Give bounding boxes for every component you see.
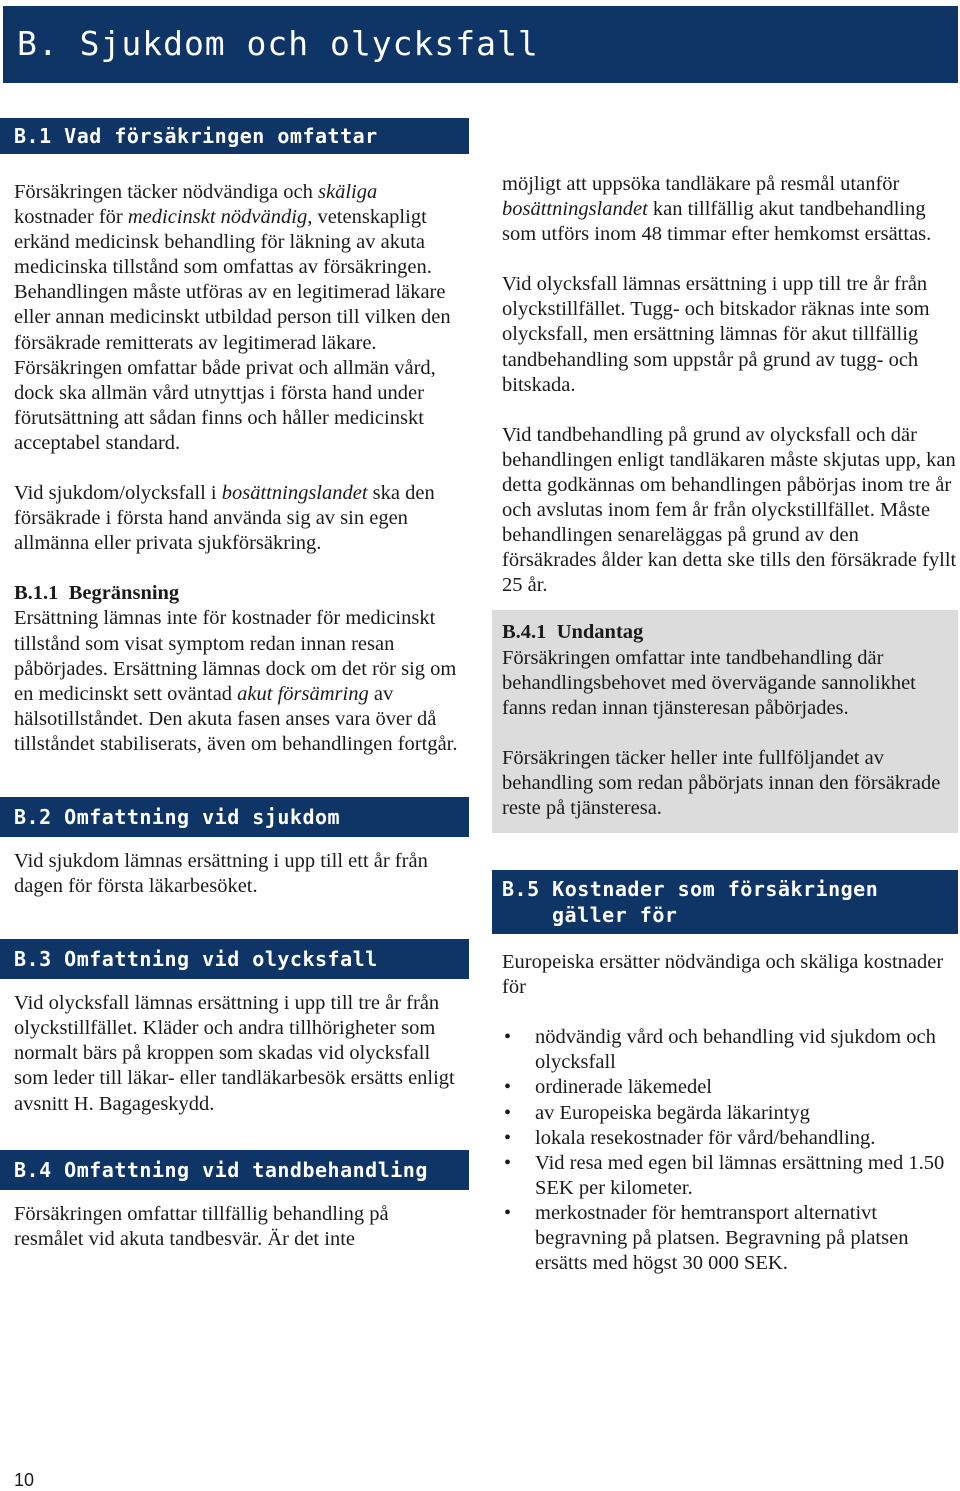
emphasis: bosättningslandet	[221, 482, 368, 505]
text: möjligt att uppsöka tandläkare på resmål utanför	[502, 173, 900, 195]
text: kostnader för	[14, 206, 128, 229]
list-item	[502, 1151, 958, 1201]
b1-paragraph-1	[14, 180, 462, 456]
heading-line: B.5 Kostnader som försäkringen	[502, 877, 879, 902]
bullet-icon: •	[504, 1076, 512, 1099]
bullet-icon: •	[504, 1201, 512, 1224]
list-item-text: merkostnader för hemtransport alternativt begravning på platsen. Begravning på platsen ersätts med högst 30 000 SEK.	[535, 1201, 909, 1275]
b4-paragraph-2: Vid olycksfall lämnas ersättning i upp till tre år från olyckstillfället. Tugg- och bitskador räknas inte som olycksfall, men ersättning lämnas för akut tillfällig tandbehandling som uppstår på grund av tugg- och bitskada.	[502, 273, 930, 396]
heading-line: gäller för	[552, 903, 678, 928]
subsection-title: Begränsning	[68, 582, 180, 605]
text: Vid sjukdom/olycksfall i	[14, 482, 222, 505]
list-item-text: av Europeiska begärda läkarintyg	[535, 1101, 810, 1124]
emphasis: medicinskt nödvändig	[127, 206, 308, 229]
list-item-text: Vid resa med egen bil lämnas ersättning med 1.50 SEK per kilometer.	[535, 1151, 945, 1199]
section-heading-b3: B.3 Omfattning vid olycksfall	[0, 939, 469, 979]
page-header	[3, 6, 958, 83]
right-column	[492, 172, 958, 1276]
list-item	[502, 1075, 958, 1100]
text: Ersättning lämnas inte för kostnader för medicinskt tillstånd som visat symptom redan innan resan påbörjades. Ersättning lämnas dock om det rör sig om en medicinskt sett oväntad	[14, 607, 457, 705]
text: Försäkringen täcker nödvändiga och	[14, 181, 318, 203]
list-item	[502, 1201, 958, 1276]
b2-paragraph: Vid sjukdom lämnas ersättning i upp till ett år från dagen för första läkarbesöket.	[14, 849, 428, 898]
b5-intro: Europeiska ersätter nödvändiga och skäliga kostnader för	[502, 951, 944, 999]
bullet-icon: •	[504, 1026, 512, 1049]
b4-1-exception-box	[492, 610, 958, 833]
page-title: B. Sjukdom och olycksfall	[17, 24, 539, 63]
subsection-number: B.4.1	[502, 621, 547, 644]
subsection-number: B.1.1	[14, 582, 59, 605]
list-item-text: lokala resekostnader för vård/behandling.	[535, 1126, 876, 1149]
bullet-icon: •	[504, 1126, 512, 1149]
b4-1-subsection	[502, 620, 958, 720]
b4-1-paragraph-2: Försäkringen täcker heller inte fullföljandet av behandling som redan påbörjats innan den försäkrade reste på tjänsteresa.	[502, 746, 941, 819]
emphasis: akut försämring	[237, 682, 369, 705]
text: av hälsotillståndet. Den akuta fasen anses vara över då tillståndet stabiliserats, även om behandlingen fortgår.	[14, 682, 458, 755]
b4-paragraph-3: Vid tandbehandling på grund av olycksfall och där behandlingen enligt tandläkaren måste skjutas upp, kan detta godkännas om behandlingen påbörjas inom tre år och avslutas inom fem år från olyckstillfället. Måste behandlingen senareläggas på grund av den försäkrades ålder kan detta ske tills den försäkrade fyllt 25 år.	[502, 423, 957, 597]
left-column	[14, 118, 469, 1252]
section-heading-b2: B.2 Omfattning vid sjukdom	[0, 797, 469, 837]
text: kan tillfällig akut tandbehandling som utförs inom 48 timmar efter hemkomst ersättas.	[502, 198, 932, 246]
list-item-text: nödvändig vård och behandling vid sjukdom och olycksfall	[535, 1026, 936, 1074]
emphasis: skäliga	[318, 181, 378, 203]
text: Försäkringen omfattar inte tandbehandling där behandlingsbehovet med övervägande sannolikhet fanns redan innan tjänsteresan påbörjades.	[502, 646, 916, 719]
list-item	[502, 1126, 958, 1151]
section-heading-b5	[492, 870, 958, 934]
list-item	[502, 1101, 958, 1126]
bullet-icon: •	[504, 1151, 512, 1174]
b3-paragraph: Vid olycksfall lämnas ersättning i upp till tre år från olyckstillfället. Kläder och andra tillhörigheter som normalt bärs på kroppen som skadas vid olycksfall som leder till läkar- eller tandläkarbesök ersätts enligt avsnitt H. Bagageskydd.	[14, 992, 455, 1115]
page-number: 10	[14, 1470, 35, 1490]
subsection-title: Undantag	[556, 621, 644, 644]
b4-paragraph-continued	[492, 172, 958, 247]
text: , vetenskapligt erkänd medicinsk behandling för läkning av akuta medicinska tillstånd som omfattas av försäkringen. Behandlingen måste utföras av en legitimerad läkare eller annan medicinskt utbildad person till vilken den försäkrade remitterats av legitimerad läkare. Försäkringen omfattar både privat och allmän vård, dock ska allmän vård utnyttjas i första hand under förutsättning att sådan finns och håller medicinskt acceptabel standard.	[14, 206, 451, 454]
cost-list	[492, 1025, 958, 1276]
section-heading-b4: B.4 Omfattning vid tandbehandling	[0, 1150, 469, 1190]
b1-1-subsection	[14, 581, 462, 757]
b4-paragraph-1: Försäkringen omfattar tillfällig behandling på resmålet vid akuta tandbesvär. Är det inte	[14, 1202, 389, 1250]
bullet-icon: •	[504, 1101, 512, 1124]
section-heading-b1: B.1 Vad försäkringen omfattar	[0, 118, 469, 154]
emphasis: bosättningslandet	[502, 198, 648, 221]
list-item	[502, 1025, 958, 1075]
b1-paragraph-2	[14, 481, 462, 556]
list-item-text: ordinerade läkemedel	[535, 1076, 713, 1099]
text: ska den försäkrade i första hand använda sig av sin egen allmänna eller privata sjukförsäkring.	[14, 482, 435, 555]
